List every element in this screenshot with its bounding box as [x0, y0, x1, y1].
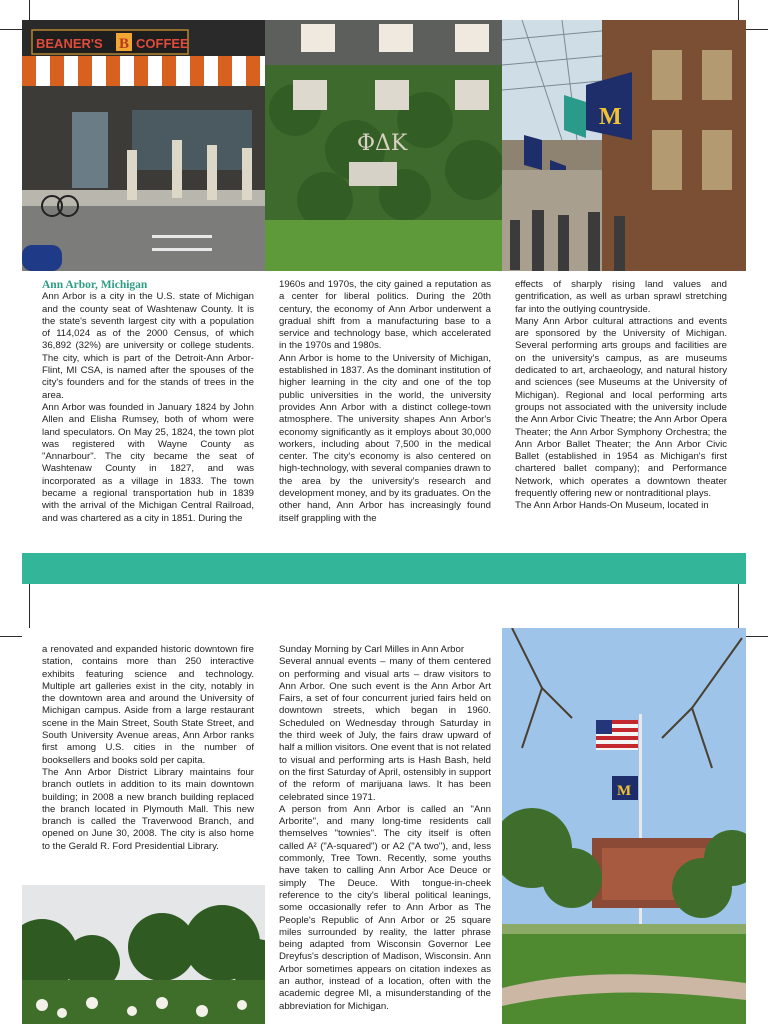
article-column-5	[279, 644, 491, 1013]
accent-band	[22, 553, 746, 584]
paragraph: Ann Arbor is home to the University of Michigan, established in 1837. As the dominant institution of higher learning in the city and one of the top public universities in the world, the university provides Ann Arbor with a distinct college-town atmosphere. The university shapes Ann Arbor's economy significantly as it employs about 30,000 workers, including about 7,500 in the medical center. The city's economy is also centered on high-technology, with several companies drawn to the area by the university's research and development money, and by its graduates. On the other hand, Ann Arbor has increasingly found itself grappling with the	[279, 352, 491, 524]
article-column-4	[42, 644, 254, 853]
banner-letter: M	[599, 104, 622, 130]
article-column-2	[279, 279, 491, 525]
crop-mark	[0, 29, 22, 30]
paragraph: The Ann Arbor District Library maintains four branch outlets in addition to its main downtown building; in 2008 a new branch building replaced the branch located in Plymouth Mall. This new branch is called the Traverwood Branch, and opened on June 30, 2008. The city is also home to the Gerald R. Ford Presidential Library.	[42, 766, 254, 852]
sign-text-2: COFFEE	[136, 36, 189, 51]
university-flag-icon	[612, 776, 638, 800]
article-heading: Ann Arbor, Michigan	[42, 279, 148, 291]
photo-garden-trees	[22, 885, 265, 1024]
crop-mark	[738, 584, 739, 628]
sign-logo: B	[119, 36, 130, 52]
article-column-3	[515, 279, 727, 513]
crop-mark	[29, 0, 30, 20]
crop-mark	[0, 636, 22, 637]
crop-mark	[29, 584, 30, 628]
crop-mark	[746, 636, 768, 637]
paragraph: effects of sharply rising land values and gentrification, as well as urban sprawl stretching far into the outlying countryside.	[515, 279, 727, 315]
sign-text: BEANER'S	[36, 36, 103, 51]
paragraph: a renovated and expanded historic downtown fire station, contains more than 250 interactive exhibits featuring science and technology. Multiple art galleries exist in the city, notably in the downtown area and around the University of Michigan campus. Aside from a large restaurant scene in the Main Street, South State Street, and South University Avenue areas, Ann Arbor ranks first among U.S. cities in the number of booksellers and books sold per capita.	[42, 644, 254, 766]
flag-letter: M	[617, 783, 632, 799]
photo-campus-flags	[502, 628, 746, 1024]
crop-mark	[746, 29, 768, 30]
paragraph: Ann Arbor was founded in January 1824 by John Allen and Elisha Rumsey, both of whom were land speculators. On May 25, 1824, the town plot was registered with Wayne County as "Annarbour". The city became the seat of Washtenaw County in 1827, and was incorporated as a village in 1833. The town became a regional transportation hub in 1839 with the arrival of the Michigan Central Railroad, and was chartered as a city in 1851. During the	[42, 401, 254, 524]
photo-caption: Sunday Morning by Carl Milles in Ann Arbor	[279, 644, 465, 655]
article-column-1	[42, 279, 254, 525]
paragraph: 1960s and 1970s, the city gained a reputation as a center for liberal politics. During the 20th century, the economy of Ann Arbor underwent a gradual shift from a manufacturing base to a service and technology base, which accelerated in the 1970s and 1980s.	[279, 279, 491, 352]
photo-arcade-banners	[502, 20, 746, 271]
crop-mark	[738, 0, 739, 20]
greek-letters: ΦΔΚ	[357, 131, 408, 156]
paragraph: Ann Arbor is a city in the U.S. state of Michigan and the county seat of Washtenaw County. It is the state's seventh largest city with a population of 114,024 as of the 2000 Census, of which 36,892 (32%) are university or college students. The city, which is part of the Detroit-Ann Arbor-Flint, MI CSA, is named after the spouses of the city's founders and for the stands of trees in the area.	[42, 291, 254, 401]
photo-coffee-shop	[22, 20, 265, 271]
photo-ivy-building	[265, 20, 502, 271]
paragraph: A person from Ann Arbor is called an "Ann Arborite", and many long-time residents call themselves "townies". The city itself is often called A² ("A-squared") or A2 ("A two"), and, less commonly, Tree Town. Recently, some youths have taken to calling Ann Arbor Ace Deuce or simply The Deuce. With tongue-in-cheek reference to the city's liberal political leanings, some occasionally refer to Ann Arbor as The People's Republic of Ann Arbor or 25 square miles surrounded by reality, the latter phrase being adapted from Wisconsin Governor Lee Dreyfus's description of Madison, Wisconsin. Ann Arbor sometimes appears on citation indexes as an author, instead of a location, often with the academic degree MI, a misunderstanding of the abbreviation for Michigan.	[279, 803, 491, 1012]
paragraph: The Ann Arbor Hands-On Museum, located in	[515, 500, 709, 512]
us-flag-icon	[596, 720, 638, 750]
paragraph: Several annual events – many of them centered on performing and visual arts – draw visitors to Ann Arbor. One such event is the Ann Arbor Art Fairs, a set of four concurrent juried fairs held on downtown streets, which began in 1960. Scheduled on Wednesday through Saturday in the third week of July, the fairs draw upward of half a million visitors. One event that is not related to visual and performing arts is Hash Bash, held on the first Saturday of April, ostensibly in support of the reform of marijuana laws. It has been celebrated since 1971.	[279, 656, 491, 803]
paragraph: Many Ann Arbor cultural attractions and events are sponsored by the University of Michigan. Several performing arts groups and facilities are on the university's campus, as are museums dedicated to art, archaeology, and natural history and sciences (see Museums at the University of Michigan). Regional and local performing arts groups not associated with the university include the Ann Arbor Civic Theatre; the Ann Arbor Opera Theater; the Ann Arbor Symphony Orchestra; the Ann Arbor Ballet Theater; the Ann Arbor Civic Ballet (established in 1954 as Michigan's first chartered ballet company); and Performance Network, which operates a downtown theater frequently offering new or nontraditional plays.	[515, 315, 727, 500]
